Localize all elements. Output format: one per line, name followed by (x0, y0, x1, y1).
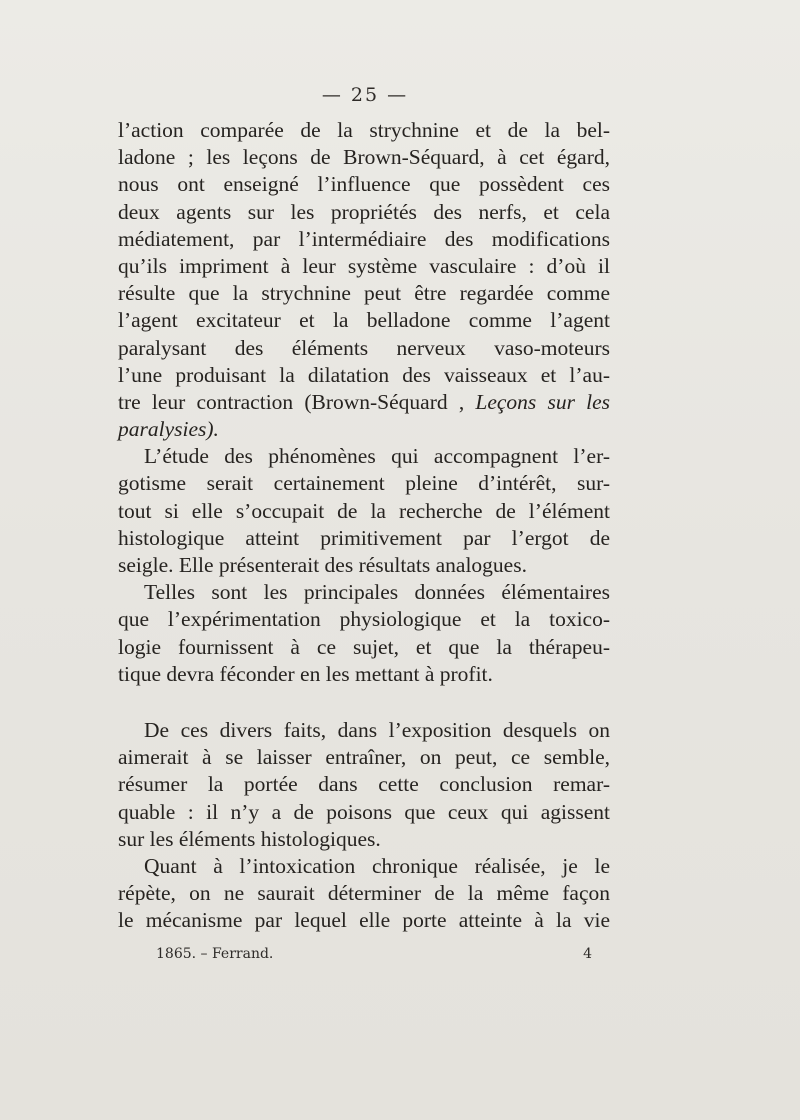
sheet-number: 4 (583, 946, 592, 962)
text-line: quable : il n’y a de poisons que ceux qui agissent (118, 799, 610, 824)
text-line: paralysant des éléments nerveux vaso-moteurs (118, 335, 610, 360)
text-line: l’une produisant la dilatation des vaisseaux et l’au- (118, 362, 610, 387)
text-line: Telles sont les principales données élémentaires (144, 580, 610, 605)
text-line: médiatement, par l’intermédiaire des modifications (118, 226, 610, 251)
text-line: De ces divers faits, dans l’exposition desquels on (144, 717, 610, 742)
text-line: histologique atteint primitivement par l’ergot de (118, 525, 610, 550)
paragraph (118, 443, 610, 579)
text-line: l’agent excitateur et la belladone comme l’agent (118, 308, 610, 333)
text-line: nous ont enseigné l’influence que possèdent ces (118, 172, 610, 197)
text-line: sur les éléments histologiques. (118, 826, 381, 851)
text-line: répète, on ne saurait déterminer de la même façon (118, 881, 610, 906)
signature-mark: 1865. – Ferrand. (156, 946, 274, 962)
text-line: logie fournissent à ce sujet, et que la thérapeu- (118, 634, 610, 659)
paragraph (118, 117, 610, 443)
text-line: seigle. Elle présenterait des résultats analogues. (118, 553, 527, 577)
text-line: qu’ils impriment à leur système vasculaire : d’où il (118, 253, 610, 278)
text-line: deux agents sur les propriétés des nerfs, et cela (118, 199, 610, 224)
text-line: aimerait à se laisser entraîner, on peut, ce semble, (118, 745, 610, 770)
text-line: résulte que la strychnine peut être regardée comme (118, 281, 610, 306)
text-line: résumer la portée dans cette conclusion remar- (118, 772, 610, 797)
section-gap (118, 688, 610, 717)
text-line-with-citation: tre leur contraction (Brown-Séquard , Leçons sur les (118, 389, 611, 414)
paragraph (118, 853, 610, 935)
book-title: Leçons sur les (475, 389, 611, 414)
body-text (118, 117, 610, 934)
text-line: L’étude des phénomènes qui accompagnent l’er- (144, 444, 610, 469)
text-line: tout si elle s’occupait de la recherche de l’élément (118, 498, 610, 523)
text-line: le mécanisme par lequel elle porte atteinte à la vie (118, 908, 610, 933)
text-line: tique devra féconder en les mettant à profit. (118, 661, 493, 686)
text-line: ladone ; les leçons de Brown-Séquard, à cet égard, (118, 145, 610, 170)
page-footer (156, 946, 592, 962)
text-line: que l’expérimentation physiologique et la toxico- (118, 607, 610, 632)
page-number: — 25 — (321, 84, 409, 106)
text-line-citation-end: paralysies). (118, 417, 219, 442)
text-line: gotisme serait certainement pleine d’intérêt, sur- (118, 471, 610, 496)
text-line: Quant à l’intoxication chronique réalisée, je le (144, 853, 610, 878)
paragraph (118, 579, 610, 688)
text-line: l’action comparée de la strychnine et de la bel- (118, 118, 610, 142)
paragraph (118, 717, 610, 853)
